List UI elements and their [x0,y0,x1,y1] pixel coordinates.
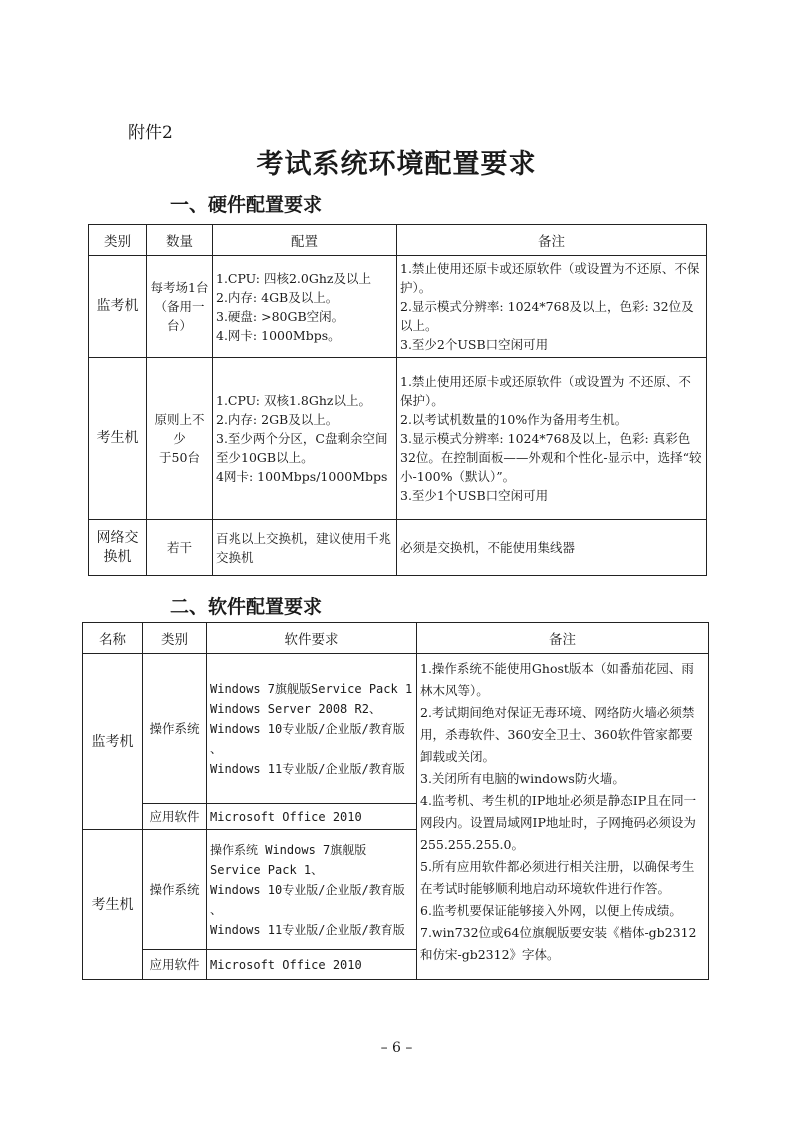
software-requirement-cell: Microsoft Office 2010 [207,950,417,980]
name-cell: 考生机 [83,830,143,980]
name-cell: 监考机 [83,654,143,830]
notes-cell [397,256,707,358]
os-item: Windows 11专业版/企业版/教育版 [210,761,405,776]
column-header: 备注 [397,225,707,256]
note-line: 4.监考机、考生机的IP地址必须是静态IP且在同一网段内。设置局域网IP地址时，子网掩码必须设为255.255.255.0。 [420,793,697,852]
document-title: 考试系统环境配置要求 [256,149,537,180]
note-line: 2.显示模式分辨率: 1024*768及以上，色彩: 32位及以上。 [400,299,694,333]
config-line: 4.网卡: 1000Mbps。 [216,327,341,343]
column-header: 备注 [417,623,709,654]
os-item: Windows 11专业版/企业版/教育版 [210,922,405,937]
section-heading-hardware: 一、硬件配置要求 [170,194,323,216]
os-item: 操作系统 Windows 7旗舰版Service Pack 1、 [210,842,367,877]
column-header: 名称 [83,623,143,654]
config-line: 2.内存: 2GB及以上。 [216,412,339,427]
category-cell: 监考机 [89,256,147,358]
quantity-line: 台） [166,318,192,333]
software-requirement-cell [207,654,417,804]
config-cell: 百兆以上交换机，建议使用千兆交换机 [213,520,397,576]
note-line: 5.所有应用软件都必须进行相关注册，以确保考生在考试时能够顺利地启动环境软件进行作答。 [420,859,695,896]
type-cell: 操作系统 [143,654,207,804]
note-line: 2.考试期间绝对保证无毒环境、网络防火墙必须禁用，杀毒软件、360安全卫士、360软件管家都要卸载或关闭。 [420,705,695,764]
quantity-cell [147,358,213,520]
quantity-cell: 若干 [147,520,213,576]
note-line: 2.以考试机数量的10%作为备用考生机。 [400,412,628,427]
table-row [89,520,707,576]
config-line: 2.内存: 4GB及以上。 [216,289,339,305]
software-requirement-cell: Microsoft Office 2010 [207,804,417,830]
column-header: 配置 [213,225,397,256]
note-line: 3.至少2个USB口空闲可用 [400,337,549,352]
type-cell: 操作系统 [143,830,207,950]
note-line: 3.关闭所有电脑的windows防火墙。 [420,771,625,786]
category-cell: 网络交换机 [89,520,147,576]
software-table [82,622,709,980]
column-header: 类别 [143,623,207,654]
column-header: 软件要求 [207,623,417,654]
note-line: 7.win732位或64位旗舰版要安装《楷体-gb2312和仿宋-gb2312》字体。 [420,925,697,962]
note-line: 1.禁止使用还原卡或还原软件（或设置为 不还原、不保护）。 [400,374,691,408]
notes-cell: 必须是交换机，不能使用集线器 [397,520,707,576]
attachment-label: 附件2 [128,123,173,143]
quantity-line: 少 [173,431,186,446]
note-line: 6.监考机要保证能够接入外网，以便上传成绩。 [420,903,682,918]
os-item: Windows 10专业版/企业版/教育版 、 [210,882,405,917]
config-cell [213,256,397,358]
section-heading-software: 二、软件配置要求 [170,596,323,618]
config-line: 3.硬盘: >80GB空闲。 [216,308,345,324]
note-line: 1.操作系统不能使用Ghost版本（如番茄花园、雨林木风等）。 [420,661,694,698]
page-number: – 6 – [380,1040,413,1056]
column-header: 数量 [147,225,213,256]
table-header-row [89,225,707,256]
os-item: Windows 7旗舰版Service Pack 1 [210,681,413,696]
config-line: 1.CPU: 四核2.0Ghz及以上 [216,270,371,286]
os-item: Windows 10专业版/企业版/教育版 、 [210,721,405,756]
column-header: 类别 [89,225,147,256]
table-row [89,256,707,358]
quantity-line: 于50台 [159,450,200,465]
table-row [89,358,707,520]
software-notes-cell [417,654,709,980]
note-line: 1.禁止使用还原卡或还原软件（或设置为不还原、不保护）。 [400,261,700,295]
os-item: Windows Server 2008 R2、 [210,701,381,716]
config-line: 3.至少两个分区，C盘剩余空间 至少10GB以上。 [216,431,388,465]
config-cell [213,358,397,520]
quantity-line: 每考场1台 [150,280,209,295]
quantity-line: 原则上不 [154,412,205,427]
type-cell: 应用软件 [143,950,207,980]
config-line: 4网卡: 100Mbps/1000Mbps [216,469,388,484]
quantity-line: （备用一 [154,299,205,314]
config-line: 1.CPU: 双核1.8Ghz以上。 [216,393,371,408]
hardware-table [88,224,707,576]
category-cell: 考生机 [89,358,147,520]
software-requirement-cell [207,830,417,950]
type-cell: 应用软件 [143,804,207,830]
note-line: 3.显示模式分辨率: 1024*768及以上，色彩: 真彩色32位。在控制面板——外观和个性化-显示中，选择“较小-100%（默认）”。 [400,431,702,484]
table-header-row [83,623,709,654]
note-line: 3.至少1个USB口空闲可用 [400,488,549,503]
table-row [83,654,709,804]
notes-cell [397,358,707,520]
quantity-cell [147,256,213,358]
